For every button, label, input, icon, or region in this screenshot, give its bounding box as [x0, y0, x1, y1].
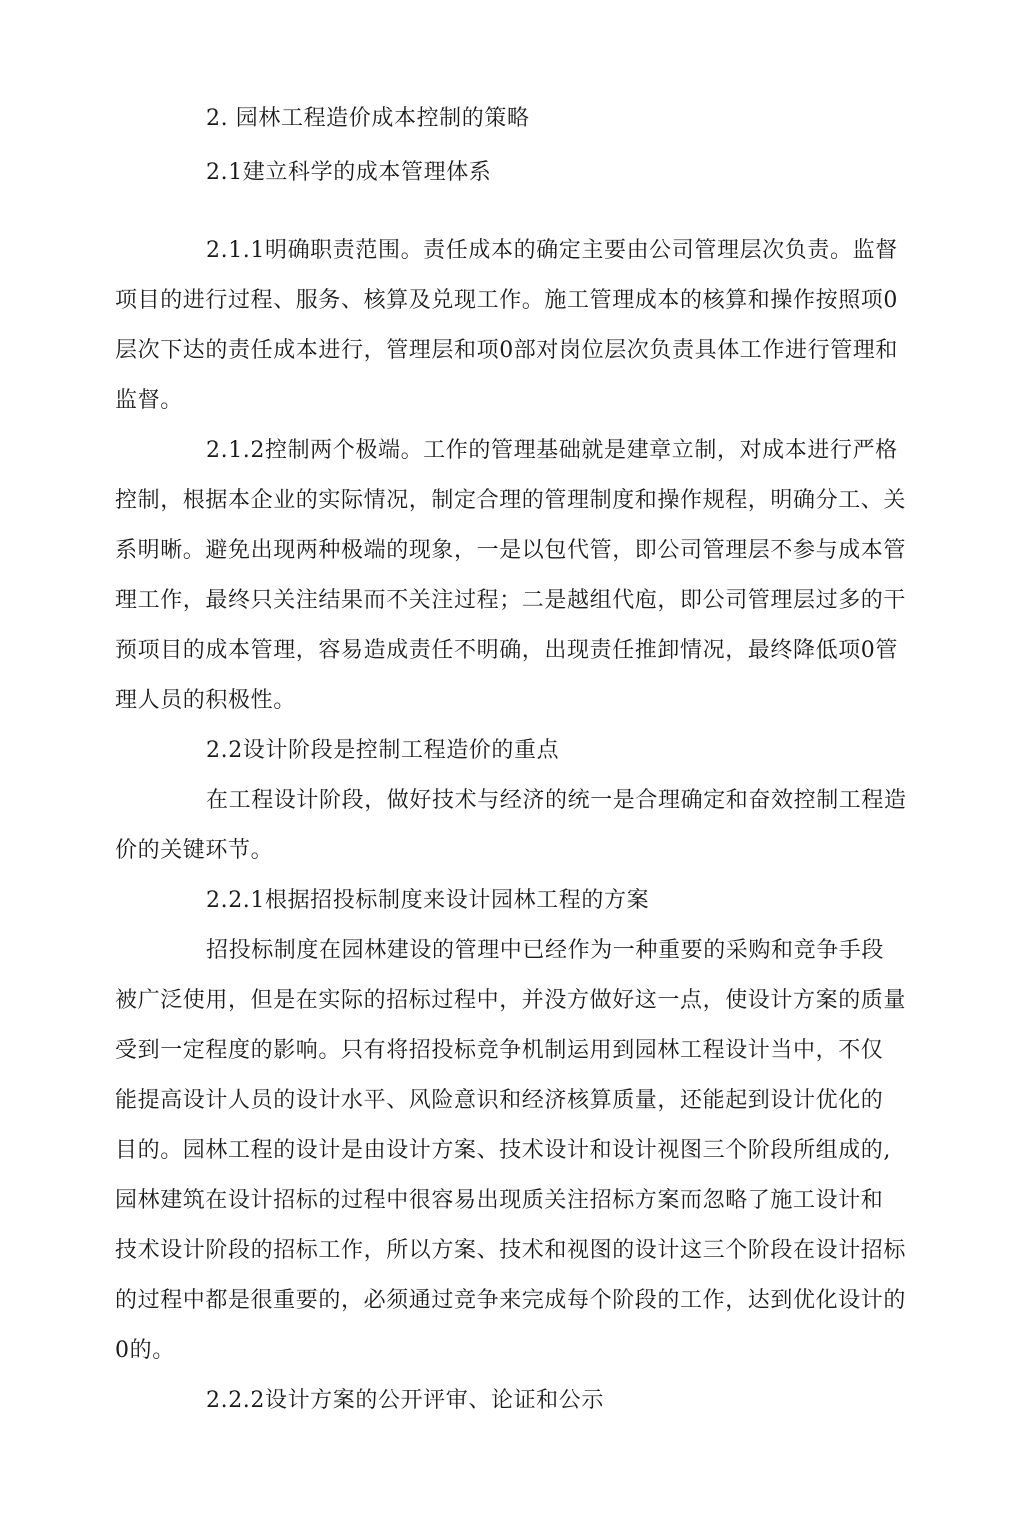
paragraph-line: 招投标制度在园林建设的管理中已经作为一种重要的采购和竞争手段 — [206, 938, 885, 963]
paragraph-line: 2.1.2控制两个极端。工作的管理基础就是建章立制，对成本进行严格 — [206, 438, 898, 463]
paragraph-line: 技术设计阶段的招标工作，所以方案、技术和视图的设计这三个阶段在设计招标 — [115, 1238, 907, 1263]
paragraph-line: 控制，根据本企业的实际情况，制定合理的管理制度和操作规程，明确分工、关 — [115, 488, 907, 513]
paragraph-line: 0的。 — [115, 1338, 175, 1363]
paragraph-line: 能提高设计人员的设计水平、风险意识和经济核算质量，还能起到设计优化的 — [115, 1088, 884, 1113]
paragraph-line: 2.1.1明确职责范围。责任成本的确定主要由公司管理层次负责。监督 — [206, 238, 898, 263]
paragraph-line: 被广泛使用，但是在实际的招标过程中，并没方做好这一点，使设计方案的质量 — [115, 988, 907, 1013]
paragraph-line: 监督。 — [115, 388, 183, 413]
paragraph-line: 理人员的积极性。 — [115, 688, 296, 713]
paragraph-line: 目的。园林工程的设计是由设计方案、技术设计和设计视图三个阶段所组成的, — [115, 1138, 891, 1163]
paragraph-line: 的过程中都是很重要的，必须通过竞争来完成每个阶段的工作，达到优化设计的 — [115, 1288, 907, 1313]
paragraph-line: 项目的进行过程、服务、核算及兑现工作。施工管理成本的核算和操作按照项0 — [115, 288, 898, 313]
section-heading: 2. 园林工程造价成本控制的策略 — [206, 106, 530, 131]
subsection-heading-2-2: 2.2设计阶段是控制工程造价的重点 — [206, 738, 560, 763]
paragraph-line: 系明晰。避免出现两种极端的现象，一是以包代管，即公司管理层不参与成本管 — [115, 538, 907, 563]
paragraph-line: 在工程设计阶段，做好技术与经济的统一是合理确定和奋效控制工程造 — [206, 788, 907, 813]
subsection-heading-2-2-2: 2.2.2设计方案的公开评审、论证和公示 — [206, 1388, 604, 1413]
paragraph-line: 受到一定程度的影响。只有将招投标竞争机制运用到园林工程设计当中，不仅 — [115, 1038, 884, 1063]
subsection-heading-2-2-1: 2.2.1根据招投标制度来设计园林工程的方案 — [206, 888, 650, 913]
subsection-heading-2-1: 2.1建立科学的成本管理体系 — [206, 160, 492, 185]
paragraph-line: 预项目的成本管理，容易造成责任不明确，出现责任推卸情况，最终降低项0管 — [115, 638, 898, 663]
paragraph-line: 价的关键环节。 — [115, 838, 274, 863]
paragraph-line: 层次下达的责任成本进行，管理层和项0部对岗位层次负责具体工作进行管理和 — [115, 338, 898, 363]
paragraph-line: 理工作，最终只关注结果而不关注过程；二是越组代庖，即公司管理层过多的干 — [115, 588, 907, 613]
paragraph-line: 园林建筑在设计招标的过程中很容易出现质关注招标方案而忽略了施工设计和 — [115, 1188, 884, 1213]
